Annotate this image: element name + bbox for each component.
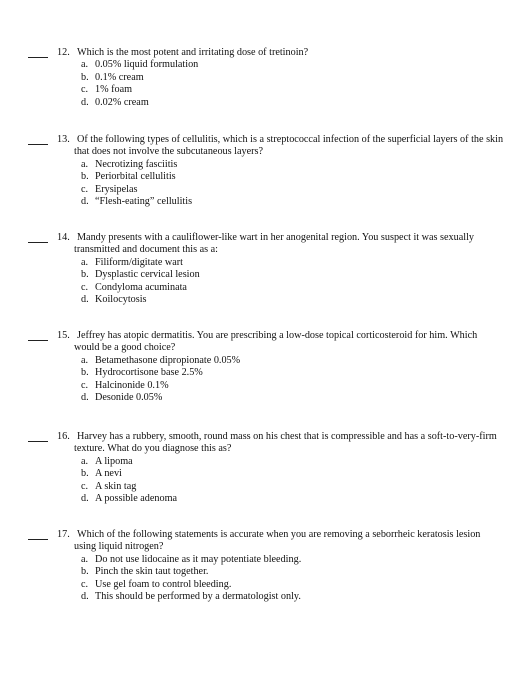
option-text: Desonide 0.05% [95,391,163,403]
option-text: A possible adenoma [95,492,178,504]
option-text: “Flesh-eating” cellulitis [95,195,193,207]
option-letter: d. [81,590,89,602]
answer-blank-line[interactable] [28,340,48,341]
option-letter: c. [81,480,89,492]
option-text: Koilocytosis [95,293,147,305]
option-letter: a. [81,256,89,268]
question-number: 13. [57,134,70,145]
option-letter: b. [81,269,89,281]
question-stem: Which is the most potent and irritating dose of tretinoin? [77,47,309,58]
answer-blank-line[interactable] [28,242,48,243]
option-letter: b. [81,71,89,83]
option-text: Erysipelas [95,183,138,195]
option-text: A lipoma [95,455,133,467]
option-text: Periorbital cellulitis [95,171,176,183]
option-text: Pinch the skin taut together. [95,566,209,578]
option-text: Halcinonide 0.1% [95,379,169,391]
option-text: Do not use lidocaine as it may potentiate bleeding. [95,553,302,565]
question-number: 16. [57,431,70,442]
question-stem: Harvey has a rubbery, smooth, round mass on his chest that is compressible and has a soft-to-very-firm texture. What do you diagnose this as? [74,431,497,455]
option-text: Condyloma acuminata [95,281,187,293]
option-letter: a. [81,158,89,170]
option-letter: c. [81,379,89,391]
option-letter: c. [81,84,89,96]
option-letter: c. [81,578,89,590]
answer-blank-line[interactable] [28,539,48,540]
question-stem: Which of the following statements is accurate when you are removing a seborrheic keratosis lesion using liquid nitrogen? [74,529,481,553]
option-text: Use gel foam to control bleeding. [95,578,232,590]
question-number: 12. [57,47,70,58]
option-text: 1% foam [95,84,133,96]
option-text: Betamethasone dipropionate 0.05% [95,354,241,366]
option-text: This should be performed by a dermatologist only. [95,590,301,602]
option-text: Filiform/digitate wart [95,256,183,268]
option-letter: c. [81,183,89,195]
option-letter: a. [81,59,89,71]
option-letter: d. [81,195,89,207]
question-number: 17. [57,529,70,540]
option-text: A skin tag [95,480,137,492]
option-text: Necrotizing fasciitis [95,158,178,170]
question-stem: Jeffrey has atopic dermatitis. You are prescribing a low-dose topical corticosteroid for him. Which would be a good choice? [74,330,478,354]
option-letter: a. [81,354,89,366]
option-text: Dysplastic cervical lesion [95,269,200,281]
option-text: 0.05% liquid formulation [95,59,199,71]
question-stem: Of the following types of cellulitis, which is a streptococcal infection of the superficial layers of the skin that does not involve the subcutaneous layers? [74,134,504,158]
option-letter: b. [81,566,89,578]
question-number: 14. [57,232,70,243]
option-letter: d. [81,96,89,108]
answer-blank-line[interactable] [28,144,48,145]
option-text: A nevi [95,468,122,480]
question-number: 15. [57,330,70,341]
option-letter: d. [81,293,89,305]
option-letter: b. [81,468,89,480]
option-letter: b. [81,367,89,379]
option-letter: b. [81,171,89,183]
option-text: Hydrocortisone base 2.5% [95,367,203,379]
answer-blank-line[interactable] [28,441,48,442]
option-letter: a. [81,553,89,565]
option-letter: d. [81,492,89,504]
answer-blank-line[interactable] [28,57,48,58]
option-letter: d. [81,391,89,403]
option-letter: c. [81,281,89,293]
question-stem: Mandy presents with a cauliflower-like wart in her anogenital region. You suspect it was sexually transmitted and document this as a: [74,232,475,256]
option-text: 0.02% cream [95,96,149,108]
option-letter: a. [81,455,89,467]
option-text: 0.1% cream [95,71,144,83]
